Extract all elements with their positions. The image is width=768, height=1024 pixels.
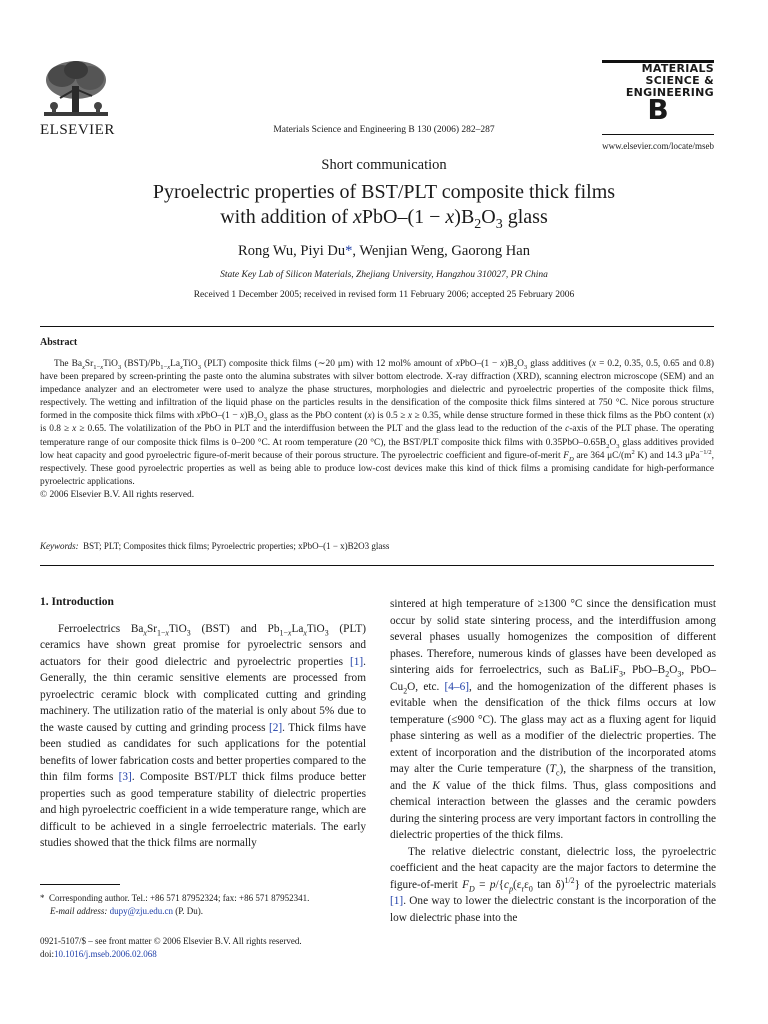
abstract-heading: Abstract	[40, 337, 78, 348]
abstract-body: The $Ba_xSr_{1-x}TiO_3$ $(BST)/Pb_{1-x}La_xTiO_3$ (PLT) composite thick films (∼20 μm) with 12 mol% amount of xPbO–(1 − $x)B_2O_3$ glass additives (x = 0.2, 0.35, 0.5, 0.65 and 0.8) have been prepared by screen-printing the paste onto the alumina substrates with silver bottom electrode. X-ray diffraction (XRD), scanning electron microscope (SEM) and an impedance analyzer and an electrometer were used to analyze the phase structures, morphologies and dielectric and pyroelectric properties of the composite thick films, respectively. The wetting and infiltration of the liquid phase on the particles results in the densification of the composite thick films sintered at 750 °C. Nice porous structure formed in the composite thick films with xPbO–(1 − $x)B_2O_3$ glass as the PbO content (x) is 0.5 ≥ x ≥ 0.35, while dense structure formed in these thick films as the PbO content (x) is 0.8 ≥ x ≥ 0.65. The volatilization of the PbO in PLT and the interdiffusion between the PLT and the glass lead to the reduction of the c-axis of the PLT phase. The operating temperature range of our composite thick films is 0–200 °C. At room temperature (20 °C), the BST/PLT composite thick films with $0.35PbO-0.65B_2O_3$ glass additives provided low heat capacity and good pyroelectric figure-of-merit because of their porous structure. The pyroelectric coefficient and figure-of-merit $F_D$ are 364 $\mu C/(m^2$ K) and 14.3 μPa$^{-1/2}$, respectively. These good pyroelectric properties as well as being able to produce low-cost devices make this kind of thick films a promising candidate for high-performance pyroelectric applications. © 2006 Elsevier B.V. All rights reserved.	[40, 359, 714, 500]
email-link[interactable]: dupy@zju.edu.cn	[109, 905, 173, 916]
footnote	[40, 892, 380, 917]
footnote-rule	[40, 884, 120, 885]
publisher-name: ELSEVIER	[40, 122, 115, 138]
left-column	[40, 594, 366, 852]
title-line-2: with addition of xPbO–(1 − $x)B_2O_3$ glass	[220, 206, 548, 232]
doi-link[interactable]: 10.1016/j.mseb.2006.02.068	[54, 949, 157, 959]
article-type: Short communication	[321, 157, 447, 173]
logo-line-1: MATERIALS	[641, 62, 714, 75]
logo-letter: B	[647, 93, 669, 126]
abstract-top-rule	[40, 326, 714, 327]
article-title	[60, 180, 708, 230]
keywords-text: BST; PLT; Composites thick films; Pyroelectric properties; xPbO–(1 − x)B2O3 glass	[83, 541, 390, 551]
intro-paragraph-1: Ferroelectrics $Ba_xSr_{1-x}TiO_3$ (BST) and $Pb_{1-x}La_xTiO_3$ (PLT) ceramics have shown great promise for pyroelectric sensors and actuators for their good dielectric and pyroelectric properties [1]. Generally, the thin ceramic sensitive elements are processed from pyroelectric ceramic block with complicated cutting and grinding machinery. The utilization ratio of the material is only about 5% due to the waste caused by cutting and grinding process [2]. Thick films have been studied as candidates for such applications for the potential benefits of lower fabrication costs and better properties compared to the thin film forms [3]. Composite BST/PLT thick films produce better properties such as good temperature stability of dielectric properties and high pyroelectric coefficient in a wide temperature range, which are difficult to be achieved in a single ferroelectric materials. The early studies showed that the thick films are normally	[40, 622, 366, 849]
intro-paragraph-2: sintered at high temperature of ≥1300 °C since the densification must occur by solid state sintering process, and the interdiffusion among several phases usually homogenizes the composition of different phases. Therefore, numerous kinds of glasses have been developed as sintering aids for ferroelectrics, such as BaLiF$_3$, PbO–$B_2O_3$, PbO–$Cu_2O$, etc. [4–6], and the homogenization of the different phases is evitable when the densification of the thick films occurs at low temperature (≤900 °C). The glass may act as a fluxing agent for liquid phase sintering as well as a modifier of the dielectric properties. The extent of incorporation and the distribution of the incorporated atoms may alter the Curie temperature $(T_c)$, the sharpness of the transition, and the K value of the thick films. Thus, glass compositions and chemical interaction between the glasses and the ceramic powders during the sintering process are very important factors in controlling the dielectric properties of the thick films.	[390, 598, 716, 841]
keywords-label: Keywords:	[40, 541, 79, 551]
section-heading-introduction: 1. Introduction	[40, 596, 114, 608]
logo-line-3: ENGINEERING	[625, 86, 714, 99]
front-matter	[40, 935, 380, 961]
corresponding-author-note: * Corresponding author. Tel.: +86 571 87952324; fax: +86 571 87952341.	[40, 893, 310, 903]
elsevier-tree-logo	[40, 58, 112, 120]
author-list: Rong Wu, Piyi Du*, Wenjian Weng, Gaorong Han	[238, 243, 530, 259]
front-matter-note: 0921-5107/$ – see front matter © 2006 Elsevier B.V. All rights reserved.	[40, 936, 302, 946]
intro-paragraph-3: The relative dielectric constant, dielectric loss, the pyroelectric coefficient and the heat capacity are the major factors to determine the figure-of-merit $F_D = p/\{c_p(\varepsilon_r\varepsilon_0$ tan δ)$^{1/2}$} of the pyroelectric materials [1]. One way to lower the dielectric constant is the incorporation of the low dielectric phase into the	[390, 845, 716, 924]
doi-line: doi:10.1016/j.mseb.2006.02.068	[40, 949, 157, 959]
abstract-bottom-rule	[40, 565, 714, 566]
journal-logo	[602, 60, 714, 126]
journal-url[interactable]: www.elsevier.com/locate/mseb	[602, 141, 714, 151]
corresponding-author-mark[interactable]: *	[345, 243, 353, 259]
logo-rule	[602, 134, 714, 135]
right-column	[390, 596, 716, 926]
journal-citation: Materials Science and Engineering B 130 (2006) 282–287	[273, 125, 495, 135]
email-note: E-mail address: dupy@zju.edu.cn (P. Du).	[50, 905, 203, 916]
logo-line-2: SCIENCE &	[645, 74, 714, 87]
affiliation: State Key Lab of Silicon Materials, Zhejiang University, Hangzhou 310027, PR China	[220, 270, 548, 280]
title-line-1: Pyroelectric properties of BST/PLT composite thick films	[152, 181, 616, 203]
keywords	[40, 541, 389, 551]
received-dates: Received 1 December 2005; received in revised form 11 February 2006; accepted 25 February 2006	[193, 290, 575, 300]
